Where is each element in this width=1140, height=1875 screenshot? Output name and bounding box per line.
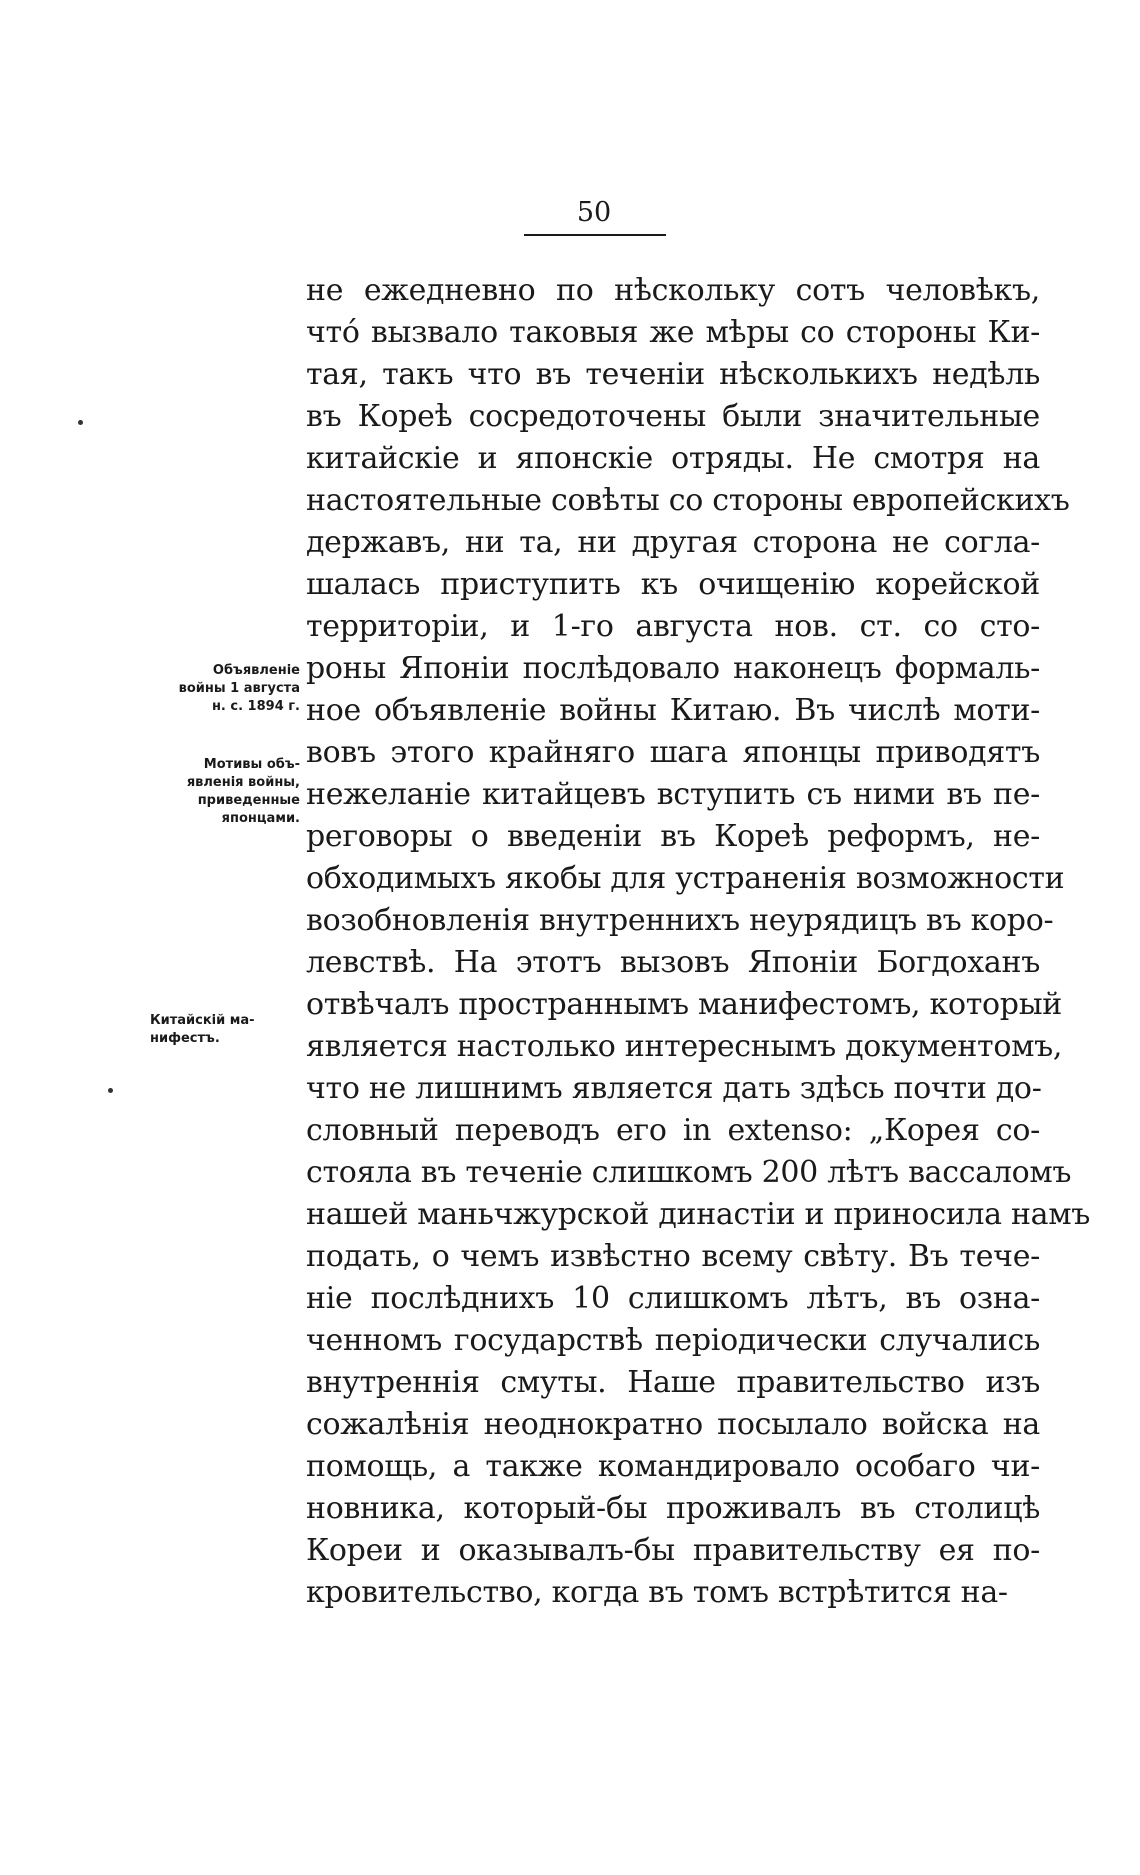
margin-note-line: нифестъ.: [150, 1031, 220, 1046]
scan-speck: [78, 420, 83, 425]
text-line: роны Японіи послѣдовало наконецъ формаль-: [306, 651, 1040, 686]
text-line: Кореи и оказывалъ-бы правительству ея по-: [306, 1533, 1040, 1568]
margin-note-line: Объявленіе: [212, 663, 300, 678]
text-line: ченномъ государствѣ періодически случались: [306, 1323, 1040, 1358]
text-line: кровительство, когда въ томъ встрѣтится на-: [306, 1575, 1008, 1610]
text-line: стояла въ теченіе слишкомъ 200 лѣтъ вассаломъ: [306, 1155, 1072, 1190]
text-line: настоятельные совѣты со стороны европейскихъ: [306, 483, 1070, 518]
text-line: что́ вызвало таковыя же мѣры со стороны Ки-: [306, 315, 1040, 350]
page-number-rule: [524, 234, 666, 236]
text-line: сожалѣнія неоднократно посылало войска на: [306, 1407, 1040, 1442]
page-number: 50: [576, 197, 612, 228]
body-text: [306, 270, 1091, 1614]
margin-note-line: приведенные: [197, 793, 300, 808]
text-line: обходимыхъ якобы для устраненія возможности: [306, 861, 1065, 896]
text-line: ніе послѣднихъ 10 слишкомъ лѣтъ, въ озна-: [306, 1281, 1040, 1316]
text-line: территоріи, и 1-го августа нов. ст. со сто-: [306, 609, 1040, 644]
text-line: ное объявленіе войны Китаю. Въ числѣ моти-: [306, 693, 1040, 728]
text-line: вовъ этого крайняго шага японцы приводятъ: [306, 735, 1040, 770]
text-line: въ Кореѣ сосредоточены были значительные: [306, 399, 1040, 434]
text-line: помощь, а также командировало особаго чи-: [306, 1449, 1040, 1484]
text-line: тая, такъ что въ теченіи нѣсколькихъ недѣль: [306, 357, 1040, 392]
text-line: является настолько интереснымъ документомъ,: [306, 1029, 1063, 1064]
text-line: словный переводъ его in extenso: „Корея со-: [306, 1113, 1040, 1148]
text-line: нежеланіе китайцевъ вступить съ ними въ пе-: [306, 777, 1040, 812]
text-line: подать, о чемъ извѣстно всему свѣту. Въ тече-: [306, 1239, 1040, 1274]
scan-speck: [108, 1088, 113, 1093]
margin-note-motives: [150, 756, 300, 828]
text-line: нашей маньчжурской династіи и приносила намъ: [306, 1197, 1091, 1232]
text-line: внутреннія смуты. Наше правительство изъ: [306, 1365, 1040, 1400]
margin-note-line: Мотивы объ-: [203, 757, 300, 772]
text-line: шалась приступить къ очищенію корейской: [306, 567, 1040, 602]
margin-note-line: войны 1 августа: [178, 681, 300, 696]
margin-note-line: японцами.: [221, 811, 300, 826]
text-line: новника, который-бы проживалъ въ столицѣ: [306, 1491, 1040, 1526]
margin-note-line: Китайскій ма-: [150, 1013, 255, 1028]
text-line: реговоры о введеніи въ Кореѣ реформъ, не-: [306, 819, 1040, 854]
text-line: не ежедневно по нѣскольку сотъ человѣкъ,: [306, 273, 1040, 308]
margin-note-line: явленія войны,: [186, 775, 300, 790]
text-line: державъ, ни та, ни другая сторона не согла-: [306, 525, 1040, 560]
margin-note-declaration: [150, 662, 300, 716]
text-line: отвѣчалъ пространнымъ манифестомъ, который: [306, 987, 1062, 1022]
text-line: что не лишнимъ является дать здѣсь почти до-: [306, 1071, 1042, 1106]
margin-note-manifesto: [150, 1012, 300, 1048]
margin-note-line: н. с. 1894 г.: [211, 699, 300, 714]
text-line: левствѣ. На этотъ вызовъ Японіи Богдоханъ: [306, 945, 1040, 980]
text-line: китайскіе и японскіе отряды. Не смотря на: [306, 441, 1040, 476]
text-line: возобновленія внутреннихъ неурядицъ въ коро-: [306, 903, 1054, 938]
